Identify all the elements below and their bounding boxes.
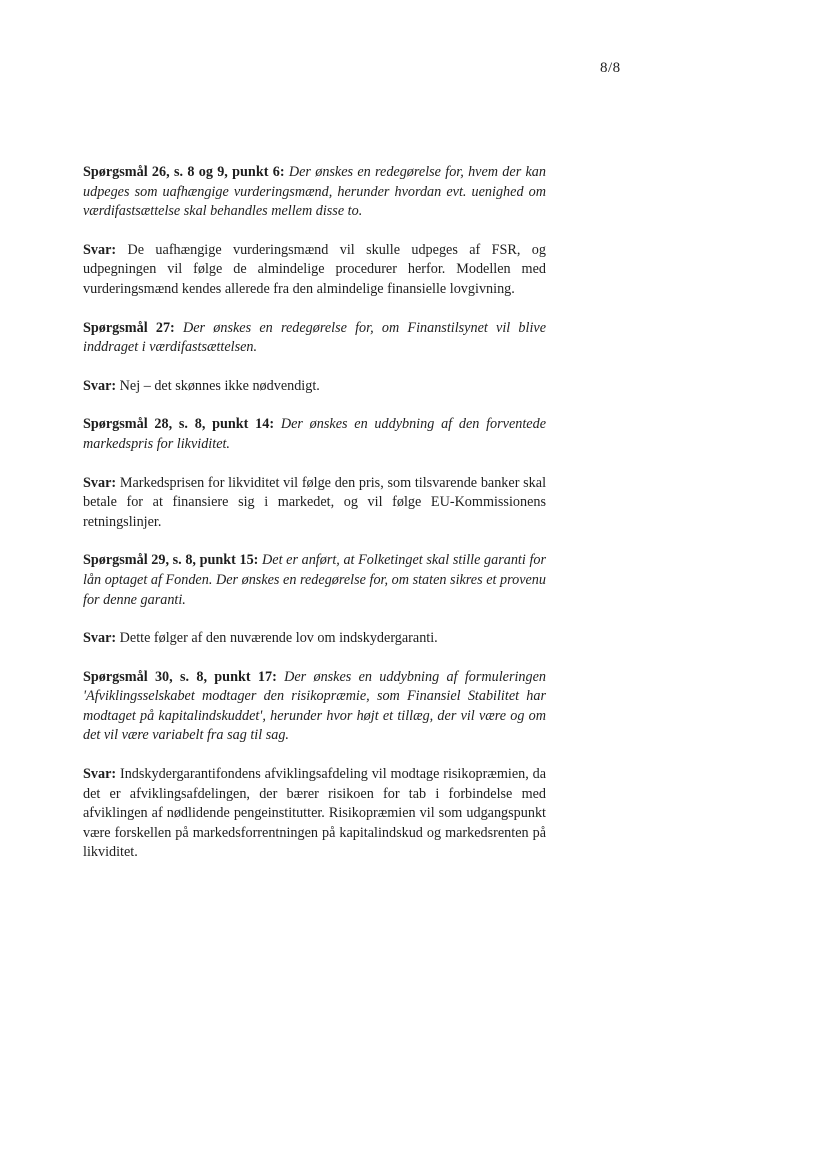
answer-text: Markedsprisen for likviditet vil følge den pris, som tilsvarende banker skal betale for at finansiere sig i markedet, og vil følge EU-Kommissionens retningslinjer. <box>83 474 547 530</box>
question-28 <box>83 415 546 454</box>
question-text: Der ønskes en uddybning af den forventede markedspris for likviditet. <box>83 416 546 452</box>
answer-text: Dette følger af den nuværende lov om indskydergaranti. <box>119 630 438 647</box>
answer-label: Svar: <box>83 241 117 258</box>
answer-text: Nej – det skønnes ikke nødvendigt. <box>119 377 320 394</box>
question-label: Spørgsmål 26, s. 8 og 9, punkt 6: <box>83 164 285 180</box>
document-body <box>83 163 546 882</box>
answer-text: De uafhængige vurderingsmænd vil skulle udpeges af FSR, og udpegningen vil følge de almindelige procedurer herfor. Modellen med vurderingsmænd kendes allerede fra den almindelige finansielle lovgivning. <box>83 241 546 297</box>
answer-30 <box>83 765 546 863</box>
page-number: 8/8 <box>600 60 621 76</box>
question-label: Spørgsmål 28, s. 8, punkt 14: <box>83 416 275 433</box>
question-text: Det er anført, at Folketinget skal stille garanti for lån optaget af Fonden. Der ønskes en redegørelse for, om staten sikres et provenu for denne garanti. <box>83 552 546 608</box>
question-27 <box>83 319 546 358</box>
answer-label: Svar: <box>83 377 117 394</box>
answer-label: Svar: <box>83 766 117 783</box>
answer-29 <box>83 629 546 649</box>
question-text: Der ønskes en redegørelse for, hvem der kan udpeges som uafhængige vurderingsmænd, herunder hvordan evt. uenighed om værdifastsættelse skal behandles mellem disse to. <box>83 164 546 220</box>
question-text: Der ønskes en redegørelse for, om Finanstilsynet vil blive inddraget i værdifastsættelsen. <box>83 319 546 356</box>
question-label: Spørgsmål 27: <box>83 319 175 336</box>
answer-label: Svar: <box>83 630 117 647</box>
question-label: Spørgsmål 29, s. 8, punkt 15: <box>83 552 259 569</box>
question-30 <box>83 668 546 746</box>
question-label: Spørgsmål 30, s. 8, punkt 17: <box>83 668 277 685</box>
answer-28 <box>83 474 546 533</box>
question-29 <box>83 551 546 610</box>
question-26 <box>83 163 546 222</box>
answer-27 <box>83 377 546 397</box>
question-text: Der ønskes en uddybning af formuleringen 'Afviklingsselskabet modtager den risikopræmie, som Finansiel Stabilitet har modtaget på kapitalindskuddet', herunder hvor højt et tillæg, der vil være og om det vil være variabelt fra sag til sag. <box>83 668 547 744</box>
answer-26 <box>83 241 546 300</box>
answer-text: Indskydergarantifondens afviklingsafdeling vil modtage risikopræmien, da det er afviklingsafdelingen, der bærer risikoen for tab i forbindelse med afviklingen af nødlidende pengeinstitutter. Risikopræmien vil som udgangspunkt være forskellen på markedsforrentningen på kapitalindskud og markedsrenten på likviditet. <box>83 766 546 861</box>
answer-label: Svar: <box>83 474 117 491</box>
